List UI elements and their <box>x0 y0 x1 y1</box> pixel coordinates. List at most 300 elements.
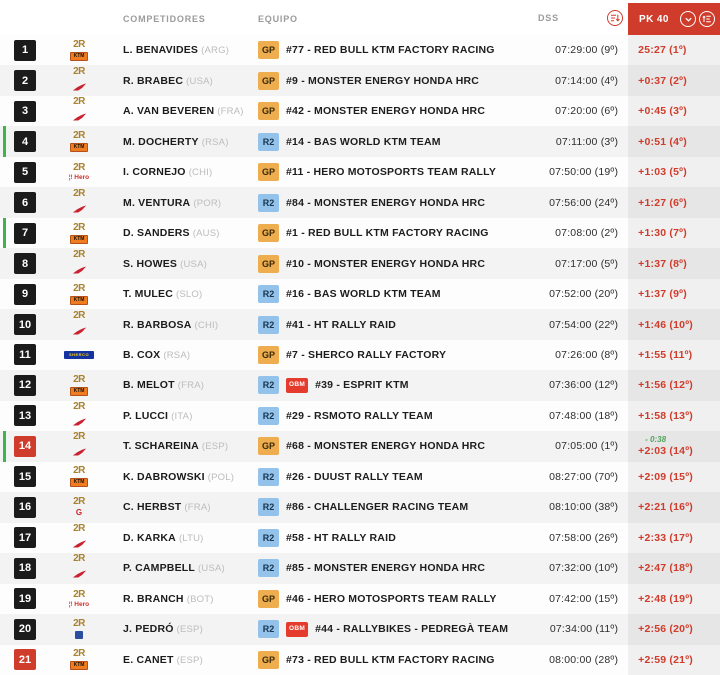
class-badge: GP <box>258 255 279 273</box>
gap-time: +1:58 (13º) <box>638 409 693 422</box>
country-code: (LTU) <box>178 532 204 544</box>
table-row[interactable] <box>0 584 720 614</box>
team-logo <box>50 524 108 552</box>
stage-gap-cell <box>628 462 720 492</box>
competitor-name <box>108 623 244 635</box>
team-cell <box>244 376 508 394</box>
table-row[interactable] <box>0 340 720 370</box>
column-header-competitors: COMPETIDORES <box>123 13 206 24</box>
name-text: C. HERBST <box>123 501 182 514</box>
stage-gap-cell <box>628 248 720 278</box>
class-badge: R2 <box>258 559 279 577</box>
gap-time: +1:03 (5º) <box>638 166 687 179</box>
two-r-logo: 2R <box>73 522 85 534</box>
dss-time: 07:42:00 (15º) <box>549 592 619 605</box>
table-row[interactable] <box>0 96 720 126</box>
row-accent-bar <box>3 279 6 309</box>
team-name: #68 - MONSTER ENERGY HONDA HRC <box>286 440 486 453</box>
class-badge: R2 <box>258 194 279 212</box>
team-name: #16 - BAS WORLD KTM TEAM <box>286 288 441 301</box>
ranking-sort-icon[interactable] <box>699 11 715 27</box>
gap-time: +2:09 (15º) <box>638 470 693 483</box>
stage-label: PK 40 <box>639 13 669 25</box>
rank-cell <box>10 223 50 244</box>
dss-time: 07:56:00 (24º) <box>549 196 619 209</box>
team-logo <box>50 250 108 278</box>
two-r-logo: 2R <box>73 282 85 294</box>
team-name: #77 - RED BULL KTM FACTORY RACING <box>286 44 495 57</box>
ktm-logo-icon: KTM <box>70 478 89 487</box>
dss-time: 07:17:00 (5º) <box>555 257 619 270</box>
team-name: #41 - HT RALLY RAID <box>286 318 396 331</box>
team-logo <box>50 311 108 339</box>
dss-time: 07:48:00 (18º) <box>549 409 619 422</box>
rank-cell <box>10 375 50 396</box>
rank-cell <box>10 436 50 457</box>
country-code: (USA) <box>186 75 214 87</box>
team-cell <box>244 468 508 486</box>
table-row[interactable] <box>0 248 720 278</box>
hero-logo-icon: ¦! Hero <box>69 602 89 609</box>
country-code: (ESP) <box>176 624 203 636</box>
country-code: (BOT) <box>186 593 214 605</box>
rank-badge: 14 <box>14 436 36 457</box>
row-accent-bar <box>3 309 6 339</box>
rank-badge: 1 <box>14 40 36 61</box>
table-row[interactable] <box>0 492 720 522</box>
rank-cell <box>10 527 50 548</box>
two-r-logo: 2R <box>73 553 85 565</box>
gap-time: +2:21 (16º) <box>638 501 693 514</box>
name-text: I. CORNEJO <box>123 166 186 179</box>
competitor-name <box>108 166 244 178</box>
team-logo <box>50 619 108 639</box>
row-accent-bar <box>3 218 6 248</box>
stage-gap-cell <box>628 584 720 614</box>
country-code: (ESP) <box>201 441 229 453</box>
team-logo <box>50 554 108 582</box>
country-code: (FRA) <box>217 106 244 118</box>
name-text: R. BRANCH <box>123 592 184 605</box>
rank-badge: 13 <box>14 405 36 426</box>
team-name: #39 - ESPRIT KTM <box>315 379 409 392</box>
stage-gap-cell <box>628 370 720 400</box>
ktm-logo-icon: KTM <box>70 143 89 152</box>
dss-time: 07:34:00 (11º) <box>549 623 619 636</box>
competitor-name <box>108 105 244 117</box>
team-cell <box>244 255 508 273</box>
two-r-logo: 2R <box>73 96 85 108</box>
team-name: #85 - MONSTER ENERGY HONDA HRC <box>286 562 486 575</box>
team-logo <box>50 351 108 359</box>
competitor-name <box>108 44 244 56</box>
row-accent-bar <box>3 96 6 126</box>
table-row[interactable] <box>0 218 720 248</box>
two-r-logo: 2R <box>73 130 85 142</box>
rank-badge: 18 <box>14 558 36 579</box>
two-r-logo: 2R <box>73 38 85 50</box>
rank-badge: 21 <box>14 649 36 670</box>
stage-gap-cell <box>628 157 720 187</box>
team-cell <box>244 194 508 212</box>
class-badge: GP <box>258 72 279 90</box>
dss-time: 07:36:00 (12º) <box>549 379 619 392</box>
table-row[interactable] <box>0 645 720 675</box>
name-text: S. HOWES <box>123 257 178 270</box>
competitor-name <box>108 197 244 209</box>
dss-time: 07:08:00 (2º) <box>555 227 619 240</box>
rank-cell <box>10 70 50 91</box>
country-code: (ITA) <box>171 410 193 422</box>
dss-time: 07:14:00 (4º) <box>555 74 619 87</box>
team-name: #73 - RED BULL KTM FACTORY RACING <box>286 653 495 666</box>
team-cell <box>244 72 508 90</box>
name-text: T. SCHAREINA <box>123 440 199 453</box>
team-name: #42 - MONSTER ENERGY HONDA HRC <box>286 105 486 118</box>
competitor-name <box>108 440 244 452</box>
table-row[interactable] <box>0 65 720 95</box>
class-badge: R2 <box>258 285 279 303</box>
gap-time: 25:27 (1º) <box>638 44 687 57</box>
team-cell <box>244 285 508 303</box>
dss-time: 08:27:00 (70º) <box>549 470 619 483</box>
table-row[interactable] <box>0 35 720 65</box>
row-accent-bar <box>3 614 6 644</box>
country-code: (RSA) <box>163 349 191 361</box>
stage-gap-cell <box>628 96 720 126</box>
stage-selector[interactable] <box>628 3 720 35</box>
stage-gap-cell <box>628 645 720 675</box>
competitor-name <box>108 593 244 605</box>
team-logo <box>50 466 108 487</box>
name-text: K. DABROWSKI <box>123 470 205 483</box>
name-text: B. MELOT <box>123 379 175 392</box>
rank-cell <box>10 40 50 61</box>
competitor-name <box>108 349 244 361</box>
class-badge: R2 <box>258 376 279 394</box>
dss-time: 07:50:00 (19º) <box>549 166 619 179</box>
name-text: J. PEDRÓ <box>123 623 174 636</box>
team-logo <box>50 284 108 305</box>
rank-cell <box>10 588 50 609</box>
name-text: A. VAN BEVEREN <box>123 105 215 118</box>
gap-time: +2:48 (19º) <box>638 592 693 605</box>
class-badge: R2 <box>258 316 279 334</box>
leaderboard-body <box>0 35 720 675</box>
table-row[interactable] <box>0 553 720 583</box>
name-text: M. DOCHERTY <box>123 135 199 148</box>
rank-cell <box>10 619 50 640</box>
class-badge: GP <box>258 224 279 242</box>
dss-time: 07:52:00 (20º) <box>549 288 619 301</box>
competitor-name <box>108 227 244 239</box>
dss-time: 08:10:00 (38º) <box>549 501 619 514</box>
honda-wing-icon <box>72 79 87 95</box>
competitor-name <box>108 410 244 422</box>
table-row[interactable] <box>0 523 720 553</box>
stage-gap-cell <box>628 553 720 583</box>
rank-badge: 3 <box>14 101 36 122</box>
competitor-name <box>108 288 244 300</box>
two-r-logo: 2R <box>73 431 85 443</box>
team-logo <box>50 131 108 152</box>
rank-cell <box>10 405 50 426</box>
gap-time: +2:33 (17º) <box>638 531 693 544</box>
rank-cell <box>10 466 50 487</box>
competitor-name <box>108 501 244 513</box>
dss-time: 07:29:00 (9º) <box>555 44 619 57</box>
rank-cell <box>10 649 50 670</box>
ktm-logo-icon: KTM <box>70 387 89 396</box>
rank-badge: 20 <box>14 619 36 640</box>
country-code: (USA) <box>180 258 207 270</box>
stage-gap-cell <box>628 218 720 248</box>
team-logo <box>50 163 108 182</box>
rank-cell <box>10 344 50 365</box>
name-text: B. COX <box>123 348 161 361</box>
table-row[interactable] <box>0 279 720 309</box>
rank-badge: 19 <box>14 588 36 609</box>
country-code: (ESP) <box>176 654 203 666</box>
country-code: (SLO) <box>176 289 203 301</box>
name-text: L. BENAVIDES <box>123 44 199 57</box>
competitor-name <box>108 75 244 87</box>
rank-badge: 4 <box>14 131 36 152</box>
honda-wing-icon <box>72 536 87 552</box>
stage-gap-cell <box>628 614 720 644</box>
name-text: D. SANDERS <box>123 227 190 240</box>
name-text: M. VENTURA <box>123 196 191 209</box>
two-r-logo: 2R <box>73 187 85 199</box>
team-logo <box>50 189 108 217</box>
gap-time: +0:37 (2º) <box>638 74 687 87</box>
honda-wing-icon <box>72 566 87 582</box>
country-code: (FRA) <box>184 502 211 514</box>
competitor-name <box>108 258 244 270</box>
class-badge: R2 <box>258 620 279 638</box>
team-logo <box>50 223 108 244</box>
dss-time: 07:05:00 (1º) <box>555 440 619 453</box>
column-header-team: EQUIPO <box>258 13 298 24</box>
class-badge: R2 <box>258 468 279 486</box>
honda-wing-icon <box>72 414 87 430</box>
table-row[interactable] <box>0 126 720 156</box>
two-r-logo: 2R <box>73 465 85 477</box>
gap-time: +1:27 (6º) <box>638 196 687 209</box>
team-cell <box>244 133 508 151</box>
name-text: R. BRABEC <box>123 74 184 87</box>
row-accent-bar <box>3 431 6 461</box>
gap-time: +2:47 (18º) <box>638 562 693 575</box>
team-cell <box>244 590 508 608</box>
class-badge: GP <box>258 437 279 455</box>
table-row[interactable] <box>0 431 720 461</box>
hero-logo-icon: ¦! Hero <box>69 175 89 182</box>
team-name: #1 - RED BULL KTM FACTORY RACING <box>286 227 489 240</box>
gap-time: +2:03 (14º) <box>638 444 693 457</box>
team-name: #11 - HERO MOTOSPORTS TEAM RALLY <box>286 166 497 179</box>
team-cell <box>244 559 508 577</box>
team-cell <box>244 407 508 425</box>
dss-time: 07:11:00 (3º) <box>555 135 619 148</box>
gasgas-logo-icon: G <box>75 508 83 518</box>
team-name: #29 - RSMOTO RALLY TEAM <box>286 409 433 422</box>
rank-badge: 17 <box>14 527 36 548</box>
team-cell <box>244 316 508 334</box>
team-name: #58 - HT RALLY RAID <box>286 531 396 544</box>
team-name: #86 - CHALLENGER RACING TEAM <box>286 501 469 514</box>
gap-time: +1:56 (12º) <box>638 379 693 392</box>
stage-gap-cell <box>628 126 720 156</box>
stage-gap-cell <box>628 340 720 370</box>
class-badge: GP <box>258 590 279 608</box>
obm-badge: OBM <box>286 378 308 393</box>
rank-badge: 8 <box>14 253 36 274</box>
rank-badge: 10 <box>14 314 36 335</box>
table-row[interactable] <box>0 157 720 187</box>
team-cell <box>244 163 508 181</box>
team-logo <box>50 97 108 125</box>
name-text: P. CAMPBELL <box>123 562 196 575</box>
class-badge: R2 <box>258 407 279 425</box>
dss-time: 07:20:00 (6º) <box>555 105 619 118</box>
team-name: #26 - DUUST RALLY TEAM <box>286 470 423 483</box>
team-logo <box>50 67 108 95</box>
two-r-logo: 2R <box>73 400 85 412</box>
team-name: #84 - MONSTER ENERGY HONDA HRC <box>286 196 486 209</box>
team-cell <box>244 346 508 364</box>
rank-cell <box>10 497 50 518</box>
country-code: (POL) <box>207 471 235 483</box>
competitor-name <box>108 471 244 483</box>
table-row[interactable] <box>0 370 720 400</box>
sherco-logo-icon: SHERCO <box>64 351 94 359</box>
rank-badge: 9 <box>14 284 36 305</box>
country-code: (FRA) <box>177 380 205 392</box>
competitor-name <box>108 532 244 544</box>
competitor-name <box>108 654 244 666</box>
rank-badge: 16 <box>14 497 36 518</box>
rank-cell <box>10 131 50 152</box>
table-row[interactable] <box>0 187 720 217</box>
stage-gap-cell <box>628 187 720 217</box>
team-logo <box>50 402 108 430</box>
row-accent-bar <box>3 523 6 553</box>
gap-time: +1:37 (8º) <box>638 257 687 270</box>
gap-time: +1:46 (10º) <box>638 318 693 331</box>
stage-gap-cell <box>628 279 720 309</box>
dss-time: 08:00:00 (28º) <box>549 653 619 666</box>
stage-gap-cell <box>628 401 720 431</box>
gap-time: +1:30 (7º) <box>638 227 687 240</box>
rank-badge: 2 <box>14 70 36 91</box>
row-accent-bar <box>3 401 6 431</box>
country-code: (CHI) <box>194 319 219 331</box>
country-code: (CHI) <box>188 167 213 179</box>
two-r-logo: 2R <box>73 648 85 660</box>
stage-gap-cell <box>628 523 720 553</box>
country-code: (AUS) <box>192 228 220 240</box>
class-badge: R2 <box>258 133 279 151</box>
rank-cell <box>10 314 50 335</box>
name-text: T. MULEC <box>123 288 174 301</box>
bonus-time: - 0:38 <box>645 435 667 445</box>
sort-order-icon[interactable] <box>607 10 623 26</box>
rank-badge: 6 <box>14 192 36 213</box>
ktm-logo-icon: KTM <box>70 235 89 244</box>
class-badge: R2 <box>258 529 279 547</box>
name-text: R. BARBOSA <box>123 318 192 331</box>
country-code: (POR) <box>193 197 222 209</box>
table-row[interactable] <box>0 401 720 431</box>
two-r-logo: 2R <box>73 161 85 173</box>
obm-badge: OBM <box>286 622 308 637</box>
team-name: #44 - RALLYBIKES - PEDREGÀ TEAM <box>315 623 509 636</box>
rank-cell <box>10 253 50 274</box>
country-code: (USA) <box>198 563 225 575</box>
ktm-logo-icon: KTM <box>70 52 89 61</box>
rank-badge: 5 <box>14 162 36 183</box>
gap-time: +2:56 (20º) <box>638 623 693 636</box>
honda-wing-icon <box>72 323 87 339</box>
rieju-logo-icon <box>75 631 83 639</box>
row-accent-bar <box>3 462 6 492</box>
dss-time: 07:58:00 (26º) <box>549 531 619 544</box>
row-accent-bar <box>3 553 6 583</box>
rank-cell <box>10 162 50 183</box>
honda-wing-icon <box>72 201 87 217</box>
table-row[interactable] <box>0 309 720 339</box>
table-row[interactable] <box>0 614 720 644</box>
chevron-down-icon[interactable] <box>680 11 696 27</box>
team-logo <box>50 375 108 396</box>
stage-gap-cell <box>628 309 720 339</box>
two-r-logo: 2R <box>73 248 85 260</box>
country-code: (RSA) <box>201 136 229 148</box>
team-cell <box>244 437 508 455</box>
team-logo <box>50 590 108 609</box>
two-r-logo: 2R <box>73 221 85 233</box>
two-r-logo: 2R <box>73 496 85 508</box>
rank-cell <box>10 284 50 305</box>
column-header-dss: DSS <box>538 12 559 23</box>
ktm-logo-icon: KTM <box>70 296 89 305</box>
gap-time: +0:45 (3º) <box>638 105 687 118</box>
team-name: #14 - BAS WORLD KTM TEAM <box>286 135 441 148</box>
team-cell <box>244 224 508 242</box>
team-cell <box>244 620 508 638</box>
gap-time: +0:51 (4º) <box>638 135 687 148</box>
class-badge: GP <box>258 102 279 120</box>
stage-gap-cell <box>628 35 720 65</box>
team-logo <box>50 497 108 517</box>
gap-time: +2:59 (21º) <box>638 653 693 666</box>
team-logo <box>50 432 108 460</box>
team-logo <box>50 40 108 61</box>
gap-time: +1:55 (11º) <box>638 348 693 361</box>
ktm-logo-icon: KTM <box>70 661 89 670</box>
table-header <box>0 0 720 35</box>
name-text: E. CANET <box>123 653 174 666</box>
competitor-name <box>108 136 244 148</box>
two-r-logo: 2R <box>73 65 85 77</box>
team-name: #10 - MONSTER ENERGY HONDA HRC <box>286 257 486 270</box>
team-cell <box>244 529 508 547</box>
stage-gap-cell <box>628 65 720 95</box>
class-badge: GP <box>258 163 279 181</box>
table-row[interactable] <box>0 462 720 492</box>
honda-wing-icon <box>72 262 87 278</box>
